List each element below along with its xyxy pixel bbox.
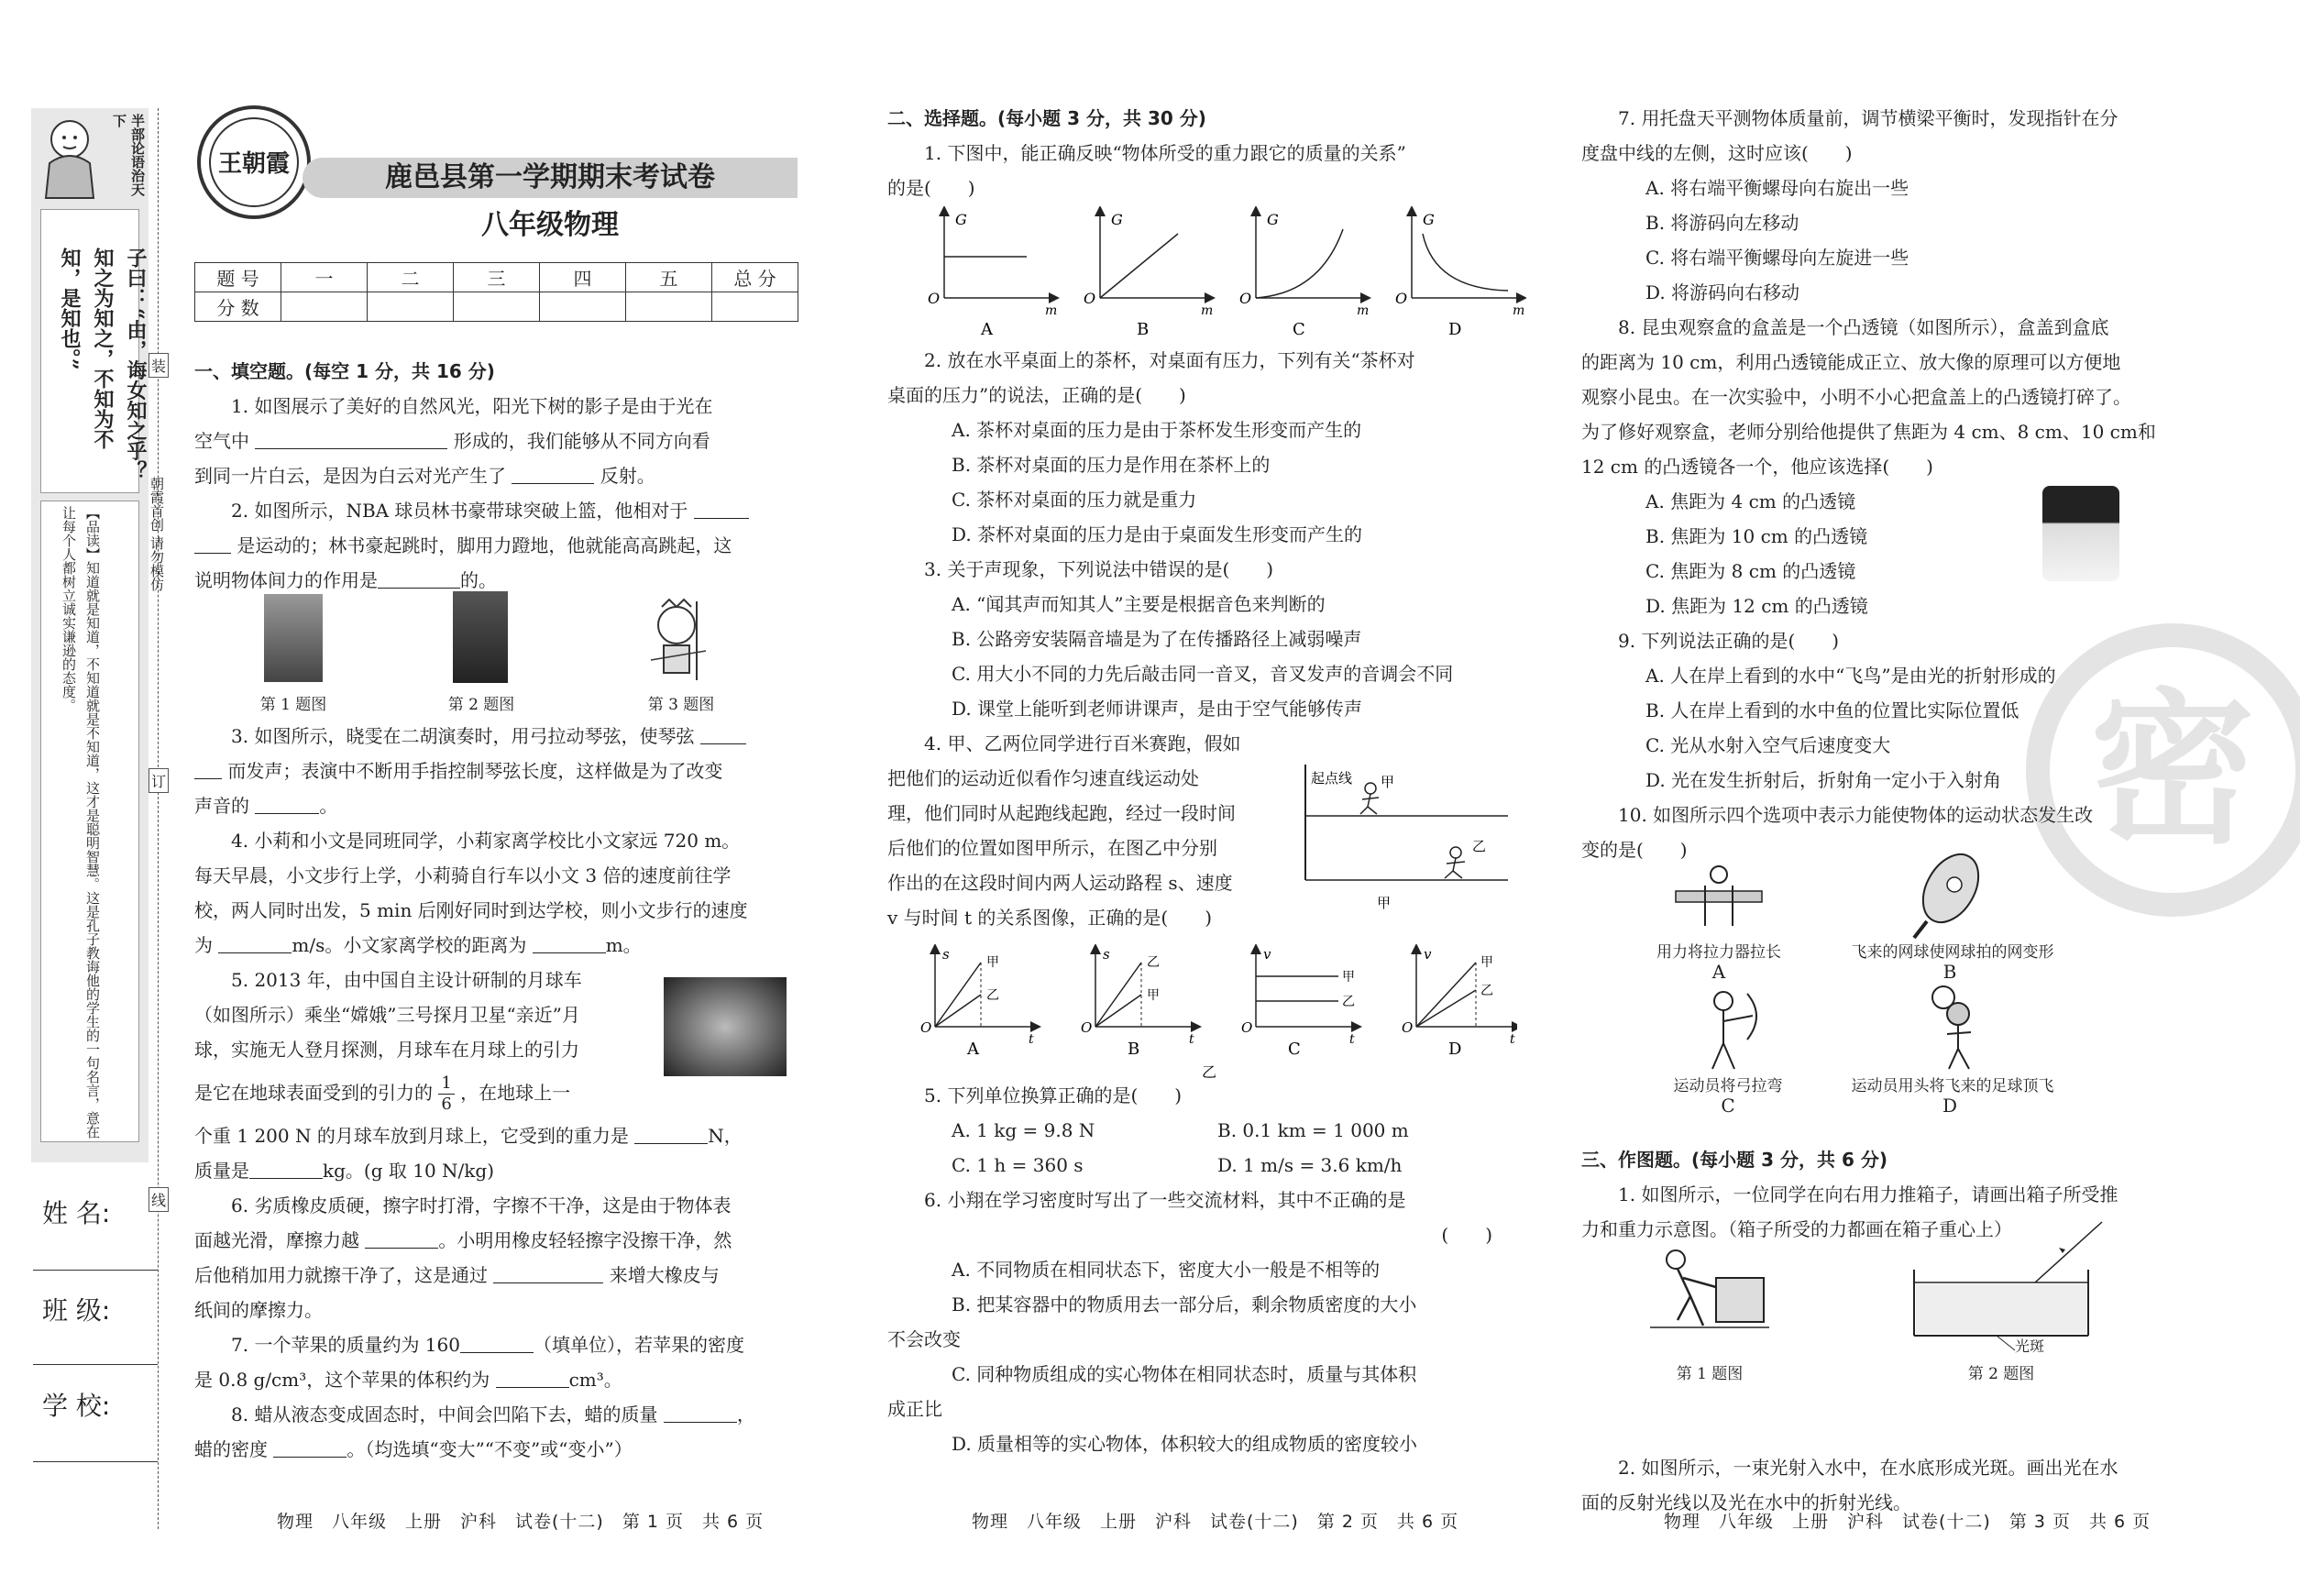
seal-mark-2: 订 <box>149 768 169 793</box>
fig-tennis-racket <box>1907 848 1989 940</box>
s2-q5-option-d[interactable]: D. 1 m/s = 3.6 km/h <box>1217 1154 1403 1176</box>
s2-q8-option-c[interactable]: C. 焦距为 8 cm 的凸透镜 <box>1645 560 1856 582</box>
graph-c <box>1239 211 1369 339</box>
q6-line1 <box>194 1188 809 1223</box>
graph-b-o: O <box>1084 290 1096 307</box>
mc-yi: 乙 <box>1342 995 1355 1009</box>
s2-q2b: 桌面的压力”的说法，正确的是( ) <box>887 384 1186 406</box>
ma-o: O <box>920 1019 932 1036</box>
mb-o: O <box>1081 1019 1093 1036</box>
s2-q6-paren: ( ) <box>1441 1224 1492 1246</box>
race-start-label: 起点线 <box>1311 770 1353 787</box>
q2a: 2. 如图所示，NBA 球员林书豪带球突破上篮，他相对于 <box>231 500 688 522</box>
q2-blank-1b[interactable] <box>194 535 231 554</box>
md-yi: 乙 <box>1480 984 1493 998</box>
watermark-text: 密 <box>2089 673 2255 866</box>
q4d: 为 <box>194 934 213 956</box>
q4-blank-2[interactable] <box>533 935 606 953</box>
q7-blank-1[interactable] <box>460 1335 534 1353</box>
q7c: 是 0.8 g/cm³，这个苹果的体积约为 <box>194 1369 490 1391</box>
s2-q9-option-c[interactable]: C. 光从水射入空气后速度变大 <box>1645 734 1891 756</box>
graph-b <box>1084 211 1213 339</box>
name-field[interactable] <box>33 1270 158 1271</box>
race-fig-label: 甲 <box>1377 895 1392 911</box>
ma-jia: 甲 <box>986 955 999 970</box>
s3-q1a: 1. 如图所示，一位同学在向右用力推箱子，请画出箱子所受推 <box>1618 1183 2118 1205</box>
q4b: 每天早晨，小文步行上学，小莉骑自行车以小文 3 倍的速度前往学 <box>194 864 732 886</box>
q8a: 8. 蜡从液态变成固态时，中间会凹陷下去，蜡的质量 <box>231 1403 658 1425</box>
footer-page-3: 物理 八年级 上册 沪科 试卷(十二) 第 3 页 共 6 页 <box>1664 1512 2151 1532</box>
q3-line1 <box>194 719 809 754</box>
q2-line1 <box>194 493 809 528</box>
sidebar-quote: 子曰：“由，诲女知之乎？知之为知之，不知为不知，是知也。” <box>58 248 148 481</box>
sidebar-reading: 【品读】知道就是知道，不知道就是不知道，这才是聪明智慧。这是孔子教诲他的学生的一句名言，意在让每个人都树立诚实谦逊的态度。 <box>61 506 101 1139</box>
fig-light-water <box>1905 1215 2116 1352</box>
fig-header-soccer <box>1916 983 1998 1071</box>
s2-q6: 6. 小翔在学习密度时写出了一些交流材料，其中不正确的是 <box>924 1189 1406 1211</box>
s2-q7-option-a[interactable]: A. 将右端平衡螺母向右旋出一些 <box>1645 177 1909 199</box>
graph-a-label: A <box>981 320 993 339</box>
mc-jia: 甲 <box>1342 970 1355 985</box>
tree-shadow-photo <box>264 594 323 682</box>
q6-line2 <box>194 1223 809 1258</box>
q3-line2 <box>194 754 809 788</box>
seal-mark-3: 线 <box>149 1187 169 1212</box>
s2-q8-option-d[interactable]: D. 焦距为 12 cm 的凸透镜 <box>1645 595 1868 617</box>
footer-page-2: 物理 八年级 上册 沪科 试卷(十二) 第 2 页 共 6 页 <box>972 1512 1459 1532</box>
q5b: （如图所示）乘坐“嫦娥”三号探月卫星“亲近”月 <box>194 1004 580 1026</box>
s2-q3-option-c[interactable]: C. 用大小不同的力先后敲击同一音叉，音叉发声的音调会不同 <box>952 663 1454 685</box>
exam-title: 鹿邑县第一学期期末考试卷 <box>385 161 715 193</box>
q1-line1 <box>194 389 809 424</box>
md-v: v <box>1424 946 1432 963</box>
race-jia-runner: 甲 <box>1381 774 1395 790</box>
s2-q8d: 为了修好观察盒，老师分别给他提供了焦距为 4 cm、8 cm、10 cm和 <box>1581 421 2156 443</box>
q6c: 。小明用橡皮轻轻擦字没擦干净，然 <box>438 1229 732 1251</box>
fig-c-label: C <box>1721 1095 1735 1117</box>
score-cell-4[interactable] <box>540 292 626 322</box>
motion-fig-label: 乙 <box>1202 1063 1217 1081</box>
score-header-2: 二 <box>368 263 454 292</box>
q3a: 3. 如图所示，晓雯在二胡演奏时，用弓拉动琴弦，使琴弦 <box>231 725 695 747</box>
insect-box-photo <box>2042 486 2119 581</box>
graph-a-m: m <box>1045 303 1058 318</box>
q1-line2 <box>194 424 809 458</box>
s2-q4a: 4. 甲、乙两位同学进行百米赛跑，假如 <box>924 732 1241 754</box>
s3-q2a: 2. 如图所示，一束光射入水中，在水底形成光斑。画出光在水 <box>1618 1457 2118 1479</box>
s2-q4b: 把他们的运动近似看作匀速直线运动处 <box>887 767 1199 789</box>
fig1-caption: 第 1 题图 <box>259 696 327 714</box>
school-label: 学 校: <box>42 1391 111 1421</box>
fraction-one-sixth: $\frac{1}{6}$ <box>438 1073 454 1115</box>
q2b: 是运动的；林书豪起跳时，脚用力蹬地，他就能高高跳起，这 <box>237 534 732 556</box>
q7-line2 <box>194 1362 809 1397</box>
race-figure <box>1302 761 1513 921</box>
q5c: 球，实施无人登月探测，月球车在月球上的引力 <box>194 1039 579 1061</box>
score-table <box>194 262 798 322</box>
fig-b-caption: 飞来的网球使网球拍的网变形 <box>1851 943 2054 962</box>
mb-jia: 甲 <box>1147 988 1160 1003</box>
s3-fig1-caption: 第 1 题图 <box>1676 1365 1744 1383</box>
basketball-photo <box>453 591 508 683</box>
graph-d <box>1395 211 1524 339</box>
q6e: 来增大橡皮与 <box>609 1264 720 1286</box>
s2-q10b: 变的是( ) <box>1581 839 1688 861</box>
fig2-caption: 第 2 题图 <box>447 696 515 714</box>
score-header-5: 五 <box>626 263 712 292</box>
q5e: ，在地球上一 <box>460 1082 571 1104</box>
graph-c-label: C <box>1293 320 1305 339</box>
s2-q5: 5. 下列单位换算正确的是( ) <box>924 1084 1183 1106</box>
q8c: 蜡的密度 <box>194 1438 268 1460</box>
s2-q8c: 观察小昆虫。在一次实验中，小明不小心把盒盖上的凸透镜打碎了。 <box>1581 386 2131 408</box>
md-jia: 甲 <box>1480 955 1493 970</box>
gravity-graphs <box>921 206 1526 344</box>
name-label: 姓 名: <box>42 1198 111 1228</box>
q7-line1 <box>194 1327 809 1362</box>
q1b: 空气中 <box>194 430 249 452</box>
score-cell-2[interactable] <box>368 292 454 322</box>
fig-b-label: B <box>1942 961 1957 983</box>
light-spot-label: 光斑 <box>2015 1337 2045 1355</box>
s2-q6-option-c[interactable]: C. 同种物质组成的实心物体在相同状态时，质量与其体积 <box>952 1363 1417 1385</box>
q4-line3 <box>194 893 809 928</box>
s2-q5-row2 <box>887 1148 1502 1183</box>
graph-a-g: G <box>955 211 967 228</box>
graph-a <box>928 211 1057 339</box>
s2-q8-option-b[interactable]: B. 焦距为 10 cm 的凸透镜 <box>1645 525 1868 547</box>
mc-label: C <box>1288 1040 1301 1059</box>
md-t: t <box>1510 1032 1515 1047</box>
class-label: 班 级: <box>42 1295 111 1326</box>
race-yi-runner: 乙 <box>1472 838 1487 854</box>
seal-mark-1: 装 <box>149 353 169 378</box>
s2-q2a: 2. 放在水平桌面上的茶杯，对桌面有压力，下列有关“茶杯对 <box>924 349 1415 371</box>
q2-blank-1[interactable] <box>694 501 749 519</box>
q2d: 的。 <box>460 569 497 591</box>
mc-v: v <box>1263 946 1271 963</box>
q3-line3 <box>194 788 809 823</box>
fig-push-box <box>1650 1247 1769 1338</box>
s2-q7a: 7. 用托盘天平测物体质量前，调节横梁平衡时，发现指针在分 <box>1618 107 2118 129</box>
q4f: m。 <box>605 934 642 956</box>
footer-page-1: 物理 八年级 上册 沪科 试卷(十二) 第 1 页 共 6 页 <box>277 1512 765 1532</box>
q8-blank-2[interactable] <box>273 1439 347 1458</box>
graph-d-m: m <box>1513 303 1525 318</box>
q6-blank-1[interactable] <box>365 1230 438 1249</box>
score-header-3: 三 <box>454 263 540 292</box>
q8d: 。（均选填“变大”“不变”或“变小”） <box>347 1438 633 1460</box>
q5d: 是它在地球表面受到的引力的 <box>194 1082 433 1104</box>
q2-line2 <box>194 528 809 563</box>
mb-yi: 乙 <box>1147 955 1160 970</box>
q6-line3 <box>194 1258 809 1293</box>
q5h: 质量是 <box>194 1160 249 1182</box>
q6-blank-2[interactable] <box>493 1265 603 1283</box>
graph-a-o: O <box>928 290 941 307</box>
s2-q6-option-b[interactable]: B. 把某容器中的物质用去一部分后，剩余物质密度的大小 <box>952 1293 1417 1315</box>
q5-line6 <box>194 1153 809 1188</box>
s2-q8b: 的距离为 10 cm，利用凸透镜能成正立、放大像的原理可以方便地 <box>1581 351 2121 373</box>
s2-q5-option-a[interactable]: A. 1 kg = 9.8 N <box>952 1119 1095 1141</box>
q1d: 到同一片白云，是因为白云对光产生了 <box>194 465 506 487</box>
s2-q3-option-b[interactable]: B. 公路旁安装隔音墙是为了在传播路径上减弱噪声 <box>952 628 1362 650</box>
s2-q6-option-d[interactable]: D. 质量相等的实心物体，体积较大的组成物质的密度较小 <box>952 1433 1418 1455</box>
lunar-rover-photo <box>664 977 787 1076</box>
fig-a-label: A <box>1711 961 1726 983</box>
q7a: 7. 一个苹果的质量约为 160 <box>231 1334 460 1356</box>
score-cell-3[interactable] <box>454 292 540 322</box>
sidebar-avatar <box>33 112 105 200</box>
q5a: 5. 2013 年，由中国自主设计研制的月球车 <box>231 969 582 991</box>
graph-d-g: G <box>1423 211 1435 228</box>
q1e: 反射。 <box>600 465 655 487</box>
q7-blank-2[interactable] <box>496 1370 569 1388</box>
motion-graph-d <box>1402 946 1517 1059</box>
q1-blank-2[interactable] <box>512 466 594 484</box>
q8b: ， <box>736 1403 755 1425</box>
s2-q7-option-c[interactable]: C. 将右端平衡螺母向左旋进一些 <box>1645 247 1909 269</box>
q4-line2 <box>194 858 809 893</box>
score-cell-5[interactable] <box>626 292 712 322</box>
q4e: m/s。小文家离学校的距离为 <box>292 934 527 956</box>
q8-line1 <box>194 1397 809 1432</box>
section3-title: 三、作图题。(每小题 3 分，共 6 分) <box>1581 1149 1887 1171</box>
q1-blank-1[interactable] <box>255 431 447 449</box>
section1-title: 一、填空题。(每空 1 分，共 16 分) <box>194 360 495 382</box>
s2-q9: 9. 下列说法正确的是( ) <box>1618 630 1840 652</box>
q3d: 。 <box>319 795 338 817</box>
q6d: 后他稍加用力就擦干净了，这是通过 <box>194 1264 488 1286</box>
q1c: 形成的，我们能够从不同方向看 <box>453 430 710 452</box>
q3-blank-1b[interactable] <box>194 761 222 779</box>
s2-q4c: 理，他们同时从起跑线起跑，经过一段时间 <box>887 802 1236 824</box>
class-field[interactable] <box>33 1364 158 1365</box>
s2-q5-row1 <box>887 1113 1502 1148</box>
q4a: 4. 小莉和小文是同班同学，小莉家离学校比小文家远 720 m。 <box>231 830 741 852</box>
q6f: 纸间的摩擦力。 <box>194 1299 323 1321</box>
mc-t: t <box>1349 1032 1355 1047</box>
fig-c-caption: 运动员将弓拉弯 <box>1673 1077 1783 1095</box>
q3-blank-1[interactable] <box>700 726 746 744</box>
motion-graphs <box>912 944 1517 1095</box>
fig-d-caption: 运动员用头将飞来的足球顶飞 <box>1851 1077 2054 1095</box>
mb-s: s <box>1103 946 1110 963</box>
q3c: 声音的 <box>194 795 249 817</box>
fig-archer <box>1687 988 1769 1071</box>
ma-s: s <box>942 946 950 963</box>
mc-o: O <box>1241 1019 1253 1036</box>
fig-spring-expander <box>1668 862 1769 935</box>
s2-q7-option-d[interactable]: D. 将游码向右移动 <box>1645 281 1800 303</box>
q4c: 校，两人同时出发，5 min 后刚好同时到达学校，则小文步行的速度 <box>194 899 748 921</box>
section2-title: 二、选择题。(每小题 3 分，共 30 分) <box>887 107 1206 129</box>
graph-c-o: O <box>1239 290 1252 307</box>
s2-q6-option-a[interactable]: A. 不同物质在相同状态下，密度大小一般是不相等的 <box>952 1259 1381 1281</box>
s2-q3-option-a[interactable]: A. “闻其声而知其人”主要是根据音色来判断的 <box>952 593 1326 615</box>
score-cell-total[interactable] <box>712 292 798 322</box>
graph-b-g: G <box>1111 211 1123 228</box>
md-o: O <box>1402 1019 1414 1036</box>
q1-line3 <box>194 458 809 493</box>
column-1 <box>194 354 809 1467</box>
s3-q2b: 面的反射光线以及光在水中的折射光线。 <box>1581 1491 1911 1513</box>
s2-q7-option-b[interactable]: B. 将游码向左移动 <box>1645 212 1799 234</box>
fig-d-label: D <box>1942 1095 1958 1117</box>
seal-line <box>158 108 159 1529</box>
q7d: cm³。 <box>568 1369 622 1391</box>
score-header-1: 一 <box>281 263 368 292</box>
q5-line5 <box>194 1118 809 1153</box>
q5g: N， <box>708 1125 743 1147</box>
s2-q10a: 10. 如图所示四个选项中表示力能使物体的运动状态发生改 <box>1618 804 2094 826</box>
graph-c-g: G <box>1267 211 1279 228</box>
s2-q6-option-b-cont: 不会改变 <box>887 1328 961 1350</box>
erhu-drawing <box>642 596 715 688</box>
ma-t: t <box>1029 1032 1034 1047</box>
s2-q9-option-d[interactable]: D. 光在发生折射后，折射角一定小于入射角 <box>1645 769 2002 791</box>
graph-b-label: B <box>1137 320 1150 339</box>
s2-q3-option-d[interactable]: D. 课堂上能听到老师讲课声，是由于空气能够传声 <box>952 698 1363 720</box>
s2-q2-option-c[interactable]: C. 茶杯对桌面的压力就是重力 <box>952 489 1197 511</box>
s2-q3: 3. 关于声现象，下列说法中错误的是( ) <box>924 558 1274 580</box>
fig3-caption: 第 3 题图 <box>647 696 715 714</box>
ma-label: A <box>967 1040 979 1059</box>
fig-a-caption: 用力将拉力器拉长 <box>1656 943 1781 962</box>
s3-fig2-caption: 第 2 题图 <box>1967 1365 2035 1383</box>
score-header-0: 题 号 <box>195 263 281 292</box>
s2-q1b: 的是( ) <box>887 177 975 199</box>
q5-blank-1[interactable] <box>634 1126 708 1144</box>
sidebar-motto: 半部论语治天下 <box>111 114 146 196</box>
copyright-note: 朝霞首创 请勿模仿 <box>149 477 165 591</box>
logo-text: 王朝霞 <box>217 150 290 178</box>
q7b: （填单位），若苹果的密度 <box>533 1334 744 1356</box>
graph-c-m: m <box>1357 303 1370 318</box>
s2-q9-option-a[interactable]: A. 人在岸上看到的水中“飞鸟”是由光的折射形成的 <box>1645 665 2056 687</box>
q4-line1 <box>194 823 809 858</box>
s2-q1a: 1. 下图中，能正确反映“物体所受的重力跟它的质量的关系” <box>924 142 1406 164</box>
s2-q4f: v 与时间 t 的关系图像，正确的是( ) <box>887 907 1213 929</box>
s2-q2-option-a[interactable]: A. 茶杯对桌面的压力是由于茶杯发生形变而产生的 <box>952 419 1362 441</box>
school-field[interactable] <box>33 1461 158 1462</box>
q6a: 6. 劣质橡皮质硬，擦字时打滑，字擦不干净，这是由于物体表 <box>231 1194 732 1216</box>
s2-q2-option-b[interactable]: B. 茶杯对桌面的压力是作用在茶杯上的 <box>952 454 1271 476</box>
q4-line4 <box>194 928 809 963</box>
motion-graph-c <box>1241 946 1357 1059</box>
s2-q5-option-c[interactable]: C. 1 h = 360 s <box>952 1154 1084 1176</box>
q5i: kg。(g 取 10 N/kg) <box>323 1160 495 1182</box>
graph-d-o: O <box>1395 290 1408 307</box>
s2-q7b: 度盘中线的左侧，这时应该( ) <box>1581 142 1853 164</box>
s2-q8a: 8. 昆虫观察盒的盒盖是一个凸透镜（如图所示），盒盖到盒底 <box>1618 316 2109 338</box>
ma-yi: 乙 <box>986 988 999 1003</box>
q5f: 个重 1 200 N 的月球车放到月球上，它受到的重力是 <box>194 1125 629 1147</box>
score-label: 分 数 <box>195 292 281 322</box>
q3b: 而发声；表演中不断用手指控制琴弦长度，这样做是为了改变 <box>227 760 723 782</box>
s2-q4e: 作出的在这段时间内两人运动路程 s、速度 <box>887 872 1233 894</box>
s2-q8e: 12 cm 的凸透镜各一个，他应该选择( ) <box>1581 456 1933 478</box>
motion-graph-a <box>920 946 1036 1059</box>
s2-q2-option-d[interactable]: D. 茶杯对桌面的压力是由于桌面发生形变而产生的 <box>952 523 1363 545</box>
q6-line4 <box>194 1293 809 1327</box>
s3-q1b: 力和重力示意图。（箱子所受的力都画在箱子重心上） <box>1581 1218 2012 1240</box>
q8-blank-1[interactable] <box>664 1404 737 1423</box>
q2c: 说明物体间力的作用是 <box>194 569 378 591</box>
score-header-4: 四 <box>540 263 626 292</box>
q6b: 面越光滑，摩擦力越 <box>194 1229 359 1251</box>
q2-blank-2[interactable] <box>378 570 460 589</box>
q5-blank-2[interactable] <box>249 1161 323 1179</box>
s2-q8-option-a[interactable]: A. 焦距为 4 cm 的凸透镜 <box>1645 490 1856 512</box>
q1a: 1. 如图展示了美好的自然风光，阳光下树的影子是由于光在 <box>231 395 713 417</box>
graph-b-m: m <box>1201 303 1214 318</box>
exam-subtitle: 八年级物理 <box>481 209 619 241</box>
q3-blank-2[interactable] <box>255 796 319 814</box>
score-cell-1[interactable] <box>281 292 368 322</box>
q8-line2 <box>194 1432 809 1467</box>
s2-q6-option-c-cont: 成正比 <box>887 1398 942 1420</box>
s2-q9-option-b[interactable]: B. 人在岸上看到的水中鱼的位置比实际位置低 <box>1645 699 2019 721</box>
motion-graph-b <box>1081 946 1196 1059</box>
s2-q5-option-b[interactable]: B. 0.1 km = 1 000 m <box>1217 1119 1409 1141</box>
mb-t: t <box>1189 1032 1194 1047</box>
s2-q4d: 后他们的位置如图甲所示，在图乙中分别 <box>887 837 1217 859</box>
q4-blank-1[interactable] <box>218 935 292 953</box>
score-header-6: 总 分 <box>712 263 798 292</box>
graph-d-label: D <box>1448 320 1462 339</box>
md-label: D <box>1448 1040 1462 1059</box>
mb-label: B <box>1128 1040 1140 1059</box>
